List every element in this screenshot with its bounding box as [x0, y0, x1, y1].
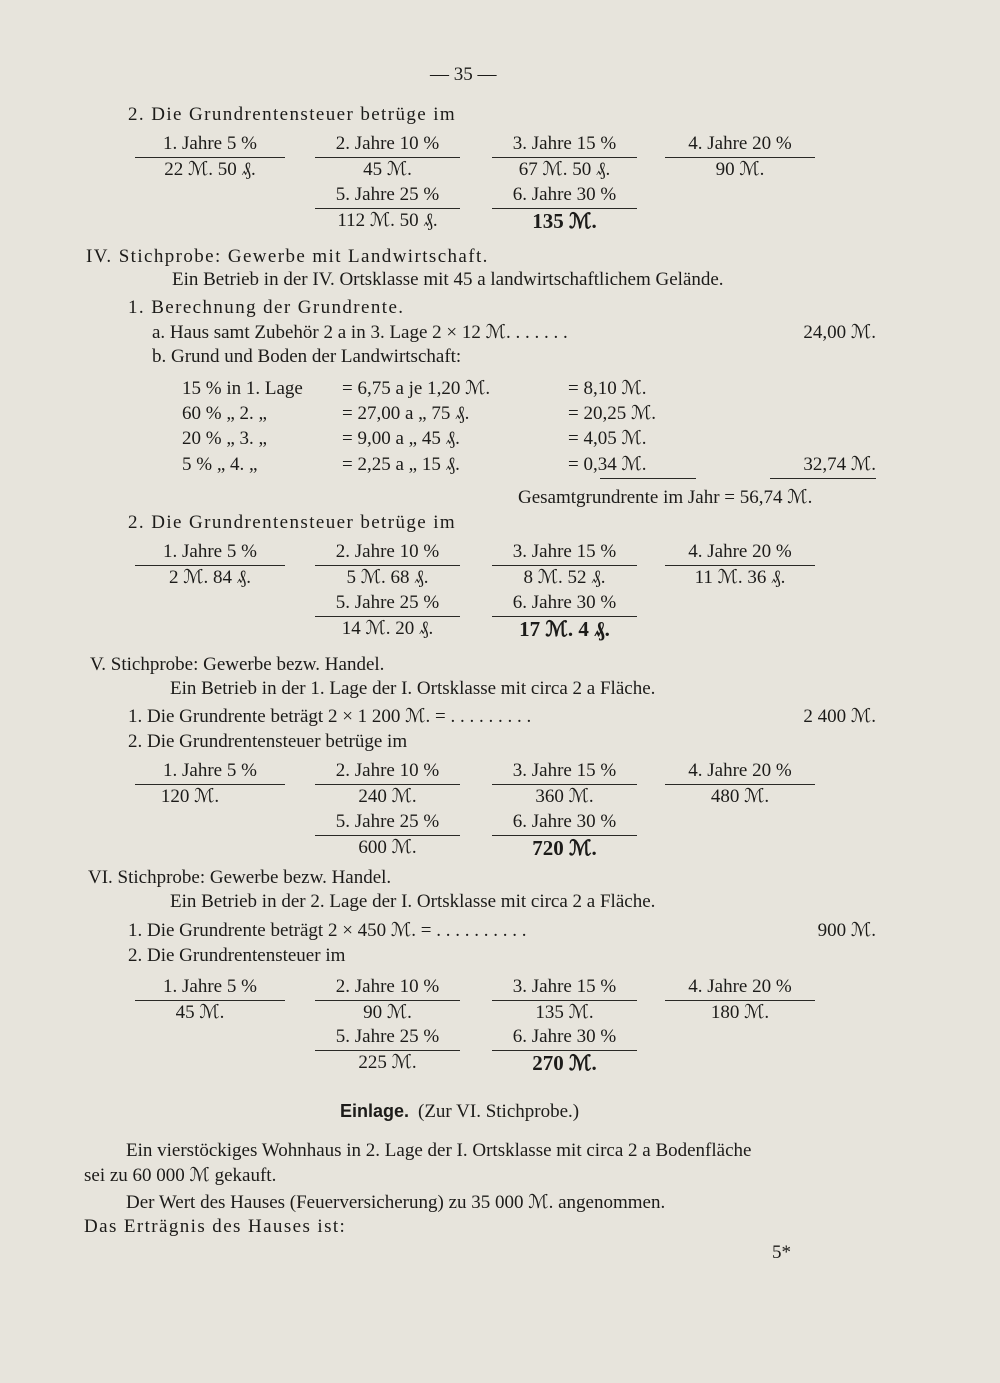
year-2-value: 5 ℳ. 68 ₰.	[346, 567, 429, 588]
row-1-pct: 15 % in 1. Lage	[182, 378, 303, 399]
year-3-value: 135 ℳ.	[535, 1002, 594, 1023]
divider	[315, 835, 460, 836]
year-3-header: 3. Jahre 15 %	[512, 760, 617, 781]
einlage-paragraph-1-cont: sei zu 60 000 ℳ gekauft.	[84, 1165, 277, 1186]
section-vi-intro: Ein Betrieb in der 2. Lage der I. Ortsklasse mit circa 2 a Fläche.	[170, 891, 656, 912]
row-3-result: = 4,05 ℳ.	[568, 428, 647, 449]
year-4-header: 4. Jahre 20 %	[688, 541, 792, 562]
tax-intro-line: 2. Die Grundrentensteuer im	[128, 945, 346, 966]
calc-heading: 1. Berechnung der Grundrente.	[128, 297, 405, 318]
row-4-eq: = 2,25 a „ 15 ₰.	[342, 454, 460, 475]
year-2-value: 45 ℳ.	[363, 159, 412, 180]
rent-label: 1. Die Grundrente beträgt 2 × 450 ℳ. = . . . . . . . . . .	[128, 920, 527, 941]
year-2-header: 2. Jahre 10 %	[335, 760, 440, 781]
einlage-paragraph-2: Der Wert des Hauses (Feuerversicherung) zu 35 000 ℳ. angenommen.	[126, 1192, 666, 1213]
tax-intro-line: 2. Die Grundrentensteuer betrüge im	[128, 512, 457, 533]
section-vi-title: VI. Stichprobe: Gewerbe bezw. Handel.	[88, 867, 392, 888]
row-2-result: = 20,25 ℳ.	[568, 403, 657, 424]
divider	[665, 157, 815, 158]
year-3-value: 8 ℳ. 52 ₰.	[523, 567, 606, 588]
year-2-value: 240 ℳ.	[358, 786, 417, 807]
year-1-header: 1. Jahre 5 %	[163, 976, 257, 997]
row-4-result: = 0,34 ℳ.	[568, 454, 647, 475]
year-1-value: 2 ℳ. 84 ₰.	[168, 567, 252, 588]
rent-label: 1. Die Grundrente beträgt 2 × 1 200 ℳ. = . . . . . . . . .	[128, 706, 532, 727]
divider	[135, 157, 285, 158]
year-3-header: 3. Jahre 15 %	[512, 541, 617, 562]
divider	[492, 157, 637, 158]
divider	[492, 784, 637, 785]
row-2-pct: 60 % „ 2. „	[182, 403, 267, 424]
year-5-value: 600 ℳ.	[358, 837, 417, 858]
year-1-value: 22 ℳ. 50 ₰.	[164, 159, 256, 180]
year-5-header: 5. Jahre 25 %	[335, 592, 440, 613]
year-2-header: 2. Jahre 10 %	[335, 541, 440, 562]
year-4-value: 180 ℳ.	[710, 1002, 770, 1023]
year-5-header: 5. Jahre 25 %	[335, 1026, 440, 1047]
divider	[315, 784, 460, 785]
year-6-header: 6. Jahre 30 %	[512, 1026, 617, 1047]
divider	[492, 1000, 637, 1001]
divider	[315, 1000, 460, 1001]
section-v-title: V. Stichprobe: Gewerbe bezw. Handel.	[90, 654, 385, 675]
section-iv-title: IV. Stichprobe: Gewerbe mit Landwirtschaft.	[86, 246, 489, 267]
year-5-value: 112 ℳ. 50 ₰.	[337, 210, 438, 231]
divider	[665, 1000, 815, 1001]
einlage-subheading: (Zur VI. Stichprobe.)	[418, 1101, 580, 1122]
year-6-header: 6. Jahre 30 %	[512, 811, 617, 832]
row-4-pct: 5 % „ 4. „	[182, 454, 258, 475]
rent-value: 2 400 ℳ.	[803, 706, 876, 727]
year-1-header: 1. Jahre 5 %	[163, 541, 257, 562]
year-6-value: 135 ℳ.	[532, 209, 597, 233]
section-iv-intro: Ein Betrieb in der IV. Ortsklasse mit 45 a landwirtschaftlichem Gelände.	[172, 269, 724, 290]
year-3-value: 67 ℳ. 50 ₰.	[518, 159, 611, 180]
einlage-paragraph-1: Ein vierstöckiges Wohnhaus in 2. Lage der I. Ortsklasse mit circa 2 a Bodenfläche	[126, 1140, 752, 1161]
year-6-value: 17 ℳ. 4 ₰.	[519, 617, 610, 641]
row-1-eq: = 6,75 a je 1,20 ℳ.	[342, 378, 491, 399]
divider	[315, 157, 460, 158]
signature-mark: 5*	[772, 1242, 791, 1263]
row-1-result: = 8,10 ℳ.	[568, 378, 647, 399]
row-2-eq: = 27,00 a „ 75 ₰.	[342, 403, 470, 424]
row-3-eq: = 9,00 a „ 45 ₰.	[342, 428, 460, 449]
subtotal-rule	[600, 478, 696, 479]
item-b-total: 32,74 ℳ.	[803, 454, 876, 475]
year-4-value: 90 ℳ.	[715, 159, 765, 180]
year-4-value: 11 ℳ. 36 ₰.	[694, 567, 786, 588]
year-5-value: 225 ℳ.	[358, 1052, 417, 1073]
year-6-header: 6. Jahre 30 %	[512, 592, 617, 613]
year-1-value: 45 ℳ.	[175, 1002, 225, 1023]
row-3-pct: 20 % „ 3. „	[182, 428, 267, 449]
year-1-value: 120 ℳ.	[160, 786, 220, 807]
year-5-header: 5. Jahre 25 %	[335, 811, 440, 832]
year-1-header: 1. Jahre 5 %	[163, 760, 257, 781]
einlage-heading: Einlage.	[340, 1101, 410, 1121]
divider	[665, 784, 815, 785]
divider	[315, 616, 460, 617]
divider	[315, 565, 460, 566]
divider	[135, 565, 285, 566]
year-2-header: 2. Jahre 10 %	[335, 976, 440, 997]
divider	[135, 1000, 285, 1001]
year-2-header: 2. Jahre 10 %	[335, 133, 440, 154]
section-v-intro: Ein Betrieb in der 1. Lage der I. Ortsklasse mit circa 2 a Fläche.	[170, 678, 656, 699]
total-rule	[770, 478, 876, 479]
year-4-header: 4. Jahre 20 %	[688, 133, 792, 154]
divider	[315, 208, 460, 209]
year-3-header: 3. Jahre 15 %	[512, 133, 617, 154]
year-6-header: 6. Jahre 30 %	[512, 184, 617, 205]
divider	[315, 1050, 460, 1051]
year-6-value: 720 ℳ.	[532, 836, 597, 860]
item-a-label: a. Haus samt Zubehör 2 a in 3. Lage 2 × 12 ℳ. . . . . . .	[152, 322, 568, 343]
divider	[665, 565, 815, 566]
tax-intro-line: 2. Die Grundrentensteuer betrüge im	[128, 104, 457, 125]
year-2-value: 90 ℳ.	[363, 1002, 412, 1023]
rent-value: 900 ℳ.	[817, 920, 876, 941]
gesamt-line: Gesamtgrundrente im Jahr = 56,74 ℳ.	[518, 487, 813, 508]
year-1-header: 1. Jahre 5 %	[163, 133, 257, 154]
year-6-value: 270 ℳ.	[532, 1051, 597, 1075]
page-number: — 35 —	[430, 64, 497, 85]
year-4-header: 4. Jahre 20 %	[688, 760, 792, 781]
einlage-paragraph-3: Das Erträgnis des Hauses ist:	[84, 1216, 347, 1237]
divider	[492, 565, 637, 566]
year-3-value: 360 ℳ.	[535, 786, 594, 807]
year-4-value: 480 ℳ.	[710, 786, 770, 807]
item-a-value: 24,00 ℳ.	[803, 322, 876, 343]
item-b-label: b. Grund und Boden der Landwirtschaft:	[152, 346, 462, 367]
year-5-value: 14 ℳ. 20 ₰.	[341, 618, 434, 639]
year-4-header: 4. Jahre 20 %	[688, 976, 792, 997]
year-5-header: 5. Jahre 25 %	[335, 184, 440, 205]
divider	[135, 784, 285, 785]
year-3-header: 3. Jahre 15 %	[512, 976, 617, 997]
tax-intro-line: 2. Die Grundrentensteuer betrüge im	[128, 731, 408, 752]
